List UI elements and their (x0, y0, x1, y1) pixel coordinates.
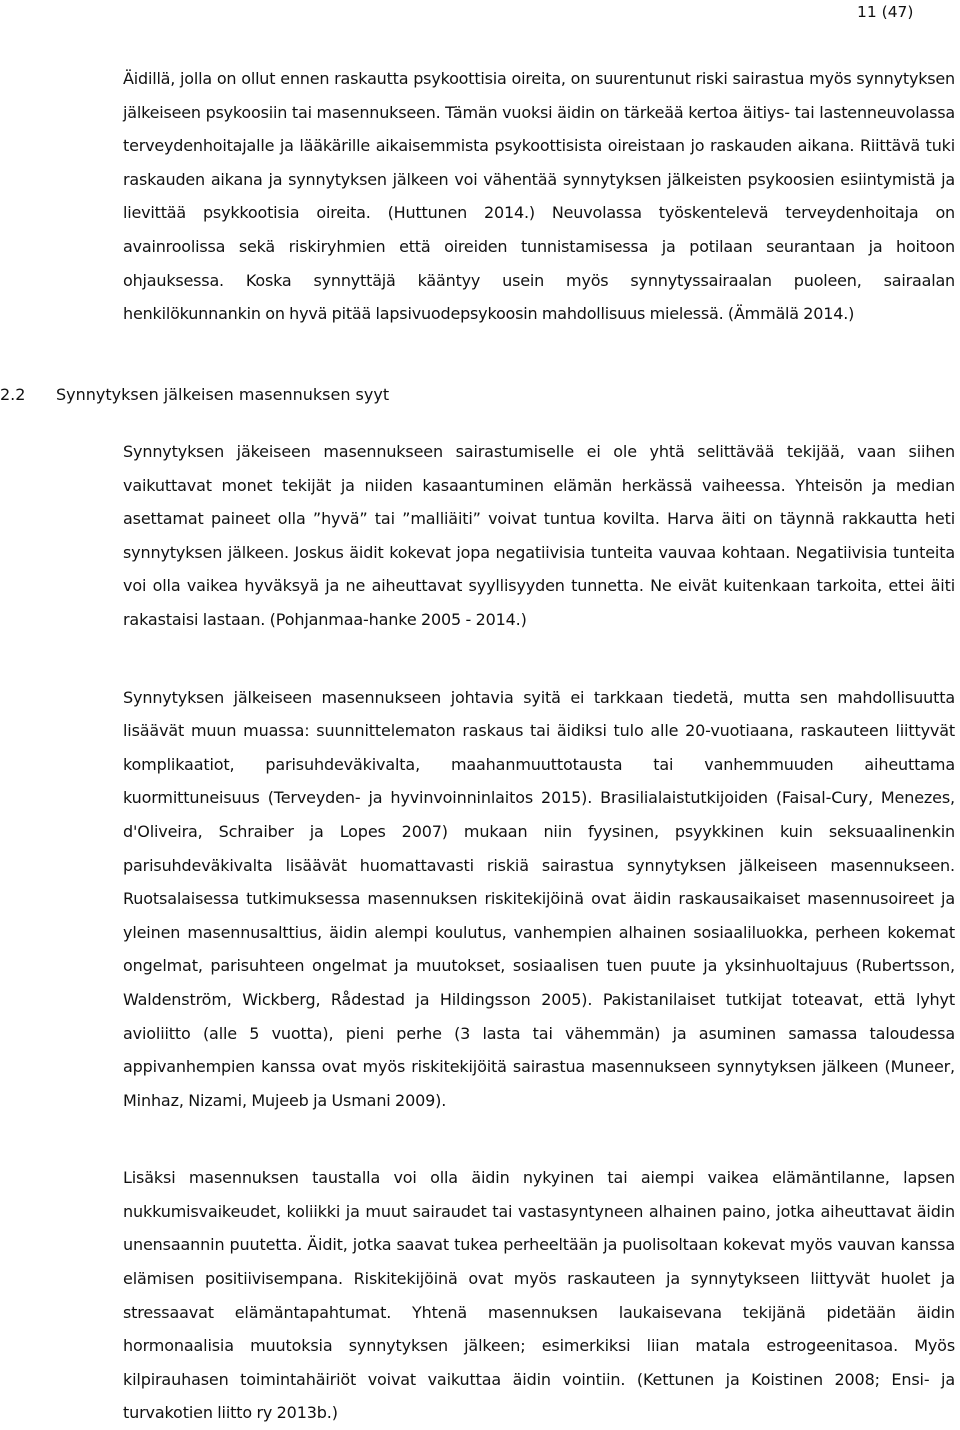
document-body (123, 62, 955, 331)
paragraph-gap (123, 1117, 955, 1161)
section-body (123, 435, 955, 1430)
paragraph-gap (123, 637, 955, 681)
paragraph-causes-intro: Synnytyksen jäkeiseen masennukseen sairastumiselle ei ole yhtä selittävää tekijää, vaan siihen vaikuttavat monet tekijät ja niiden kasaantuminen elämän herkässä vaiheessa. Yhteisön ja median asettamat paineet olla ”hyvä” tai ”malliäiti” voivat tuntua kovilta. Harva äiti on täynnä rakkautta heti synnytyksen jälkeen. Joskus äidit kokevat jopa negatiivisia tunteita vauvaa kohtaan. Negatiivisia tunteita voi olla vaikea hyväksyä ja ne aiheuttavat syyllisyyden tunnetta. Ne eivät kuitenkaan tarkoita, ettei äiti rakastaisi lastaan. (Pohjanmaa-hanke 2005 - 2014.) (123, 442, 955, 629)
page-number: 11 (47) (857, 3, 914, 21)
paragraph-psychosis-risk: Äidillä, jolla on ollut ennen raskautta psykoottisia oireita, on suurentunut riski sairastua myös synnytyksen jälkeiseen psykoosiin tai masennukseen. Tämän vuoksi äidin on tärkeää kertoa äitiys- tai lastenneuvolassa terveydenhoitajalle ja lääkärille aikaisemmista psykoottisista oireistaan jo raskauden aikana. Riittävä tuki raskauden aikana ja synnytyksen jälkeen voi vähentää synnytyksen jälkeisten psykoosien esiintymistä ja lievittää psykkootisia oireita. (Huttunen 2014.) Neuvolassa työskentelevä terveydenhoitaja on avainroolissa sekä riskiryhmien että oireiden tunnistamisessa ja potilaan seurantaan ja hoitoon ohjauksessa. Koska synnyttäjä kääntyy usein myös synnytyssairaalan puoleen, sairaalan henkilökunnankin on hyvä pitää lapsivuodepsykoosin mahdollisuus mielessä. (Ämmälä 2014.) (123, 69, 955, 324)
paragraph-additional-factors: Lisäksi masennuksen taustalla voi olla äidin nykyinen tai aiempi vaikea elämäntilanne, lapsen nukkumisvaikeudet, koliikki ja muut sairaudet tai vastasyntyneen alhainen paino, jotka aiheuttavat äidin unensaannin puutetta. Äidit, jotka saavat tukea perheeltään ja puolisoltaan kokevat myös vauvan kanssa elämisen positiivisempana. Riskitekijöinä ovat myös raskauteen ja synnytykseen liittyvät huolet ja stressaavat elämäntapahtumat. Yhtenä masennuksen laukaisevana tekijänä pidetään äidin hormonaalisia muutoksia synnytyksen jälkeen; esimerkiksi liian matala estrogeenitasoa. Myös kilpirauhasen toimintahäiriöt voivat vaikuttaa äidin vointiin. (Kettunen ja Koistinen 2008; Ensi- ja turvakotien liitto ry 2013b.) (123, 1168, 955, 1423)
paragraph-risk-factors: Synnytyksen jälkeiseen masennukseen johtavia syitä ei tarkkaan tiedetä, mutta sen mahdollisuutta lisäävät muun muassa: suunnittelematon raskaus tai äidiksi tulo alle 20-vuotiaana, raskauteen liittyvät komplikaatiot, parisuhdeväkivalta, maahanmuuttotausta tai vanhemmuuden aiheuttama kuormittuneisuus (Terveyden- ja hyvinvoinninlaitos 2015). Brasilialaistutkijoiden (Faisal-Cury, Menezes, d'Oliveira, Schraiber ja Lopes 2007) mukaan niin fyysinen, psyykkinen kuin seksuaalinenkin parisuhdeväkivalta lisäävät huomattavasti riskiä sairastua synnytyksen jälkeiseen masennukseen. Ruotsalaisessa tutkimuksessa masennuksen riskitekijöinä ovat äidin raskausaikaiset masennusoireet ja yleinen masennusalttius, äidin alempi koulutus, vanhempien alhainen sosiaaliluokka, perheen kokemat ongelmat, parisuhteen ongelmat ja muutokset, sosiaalisen tuen puute ja yksinhuoltajuus (Rubertsson, Waldenström, Wickberg, Rådestad ja Hildingsson 2005). Pakistanilaiset tutkijat toteavat, että lyhyt avioliitto (alle 5 vuotta), pieni perhe (3 lasta tai vähemmän) ja asuminen samassa taloudessa appivanhempien kanssa ovat myös riskitekijöitä sairastua masennukseen synnytyksen jälkeen (Muneer, Minhaz, Nizami, Mujeeb ja Usmani 2009). (123, 687, 955, 1110)
section-number: 2.2 (0, 385, 26, 404)
section-title: Synnytyksen jälkeisen masennuksen syyt (56, 385, 390, 404)
